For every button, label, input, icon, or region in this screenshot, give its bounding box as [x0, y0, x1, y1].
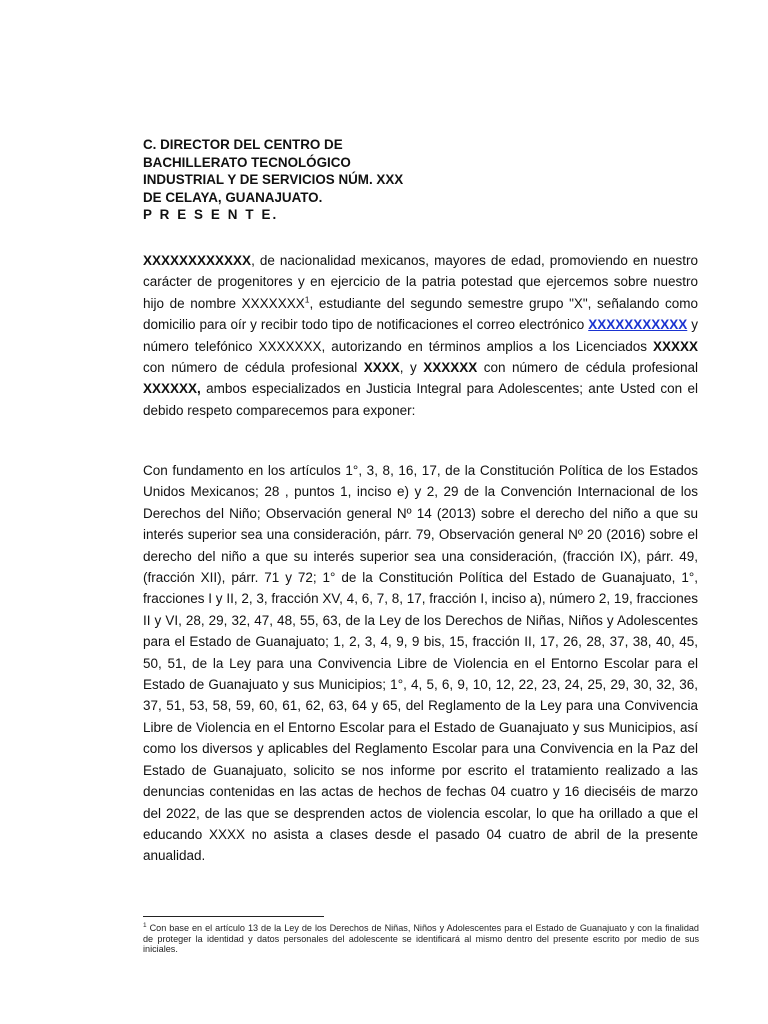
- text-run: , de nacionalidad mexicanos, mayores de edad, promoviendo en nuestro carácter de progenitores y en ejercicio de la patria potestad que ejercemos sobre nuestro hijo de nombre XXXXXXX: [143, 253, 698, 311]
- footnote-reference[interactable]: 1: [304, 294, 310, 305]
- footnote-marker: 1: [143, 922, 147, 929]
- text-run: , estudiante del segundo semestre grupo "X", señalando como domicilio para oír y recibir todo tipo de notificaciones el correo electrónico: [143, 295, 699, 333]
- intro-paragraph: [143, 250, 698, 421]
- text-run: con número de cédula profesional: [477, 360, 698, 376]
- text-run: , y: [399, 360, 424, 376]
- addressee-line: BACHILLERATO TECNOLÓGICO: [143, 154, 351, 170]
- footnote-text: Con base en el artículo 13 de la Ley de los Derechos de Niñas, Niños y Adolescentes para el Estado de Guanajuato y con la finalidad de proteger la identidad y datos personales del adolescente se identificará al mismo dentro del presente escrito por medio de sus iniciales.: [143, 923, 699, 955]
- text-run: y número telefónico XXXXXXX, autorizando en términos amplios a los Licenciados: [143, 317, 698, 354]
- addressee-line: C. DIRECTOR DEL CENTRO DE: [143, 137, 343, 152]
- addressee-line: INDUSTRIAL Y DE SERVICIOS NÚM. XXX: [143, 172, 404, 188]
- footnote: [143, 921, 699, 955]
- salutation: P R E S E N T E.: [143, 207, 279, 223]
- petitioner-names: XXXXXXXXXXXX: [143, 253, 252, 268]
- addressee-line: DE CELAYA, GUANAJUATO.: [143, 189, 323, 205]
- addressee-block: [143, 136, 563, 224]
- license-number-2: XXXXXX,: [143, 381, 201, 397]
- text-run: ambos especializados en Justicia Integral para Adolescentes; ante Usted con el debido respeto comparecemos para exponer:: [143, 381, 698, 418]
- text-run: con número de cédula profesional: [143, 360, 364, 376]
- lawyer-name-1: XXXXX: [652, 338, 698, 354]
- email-link[interactable]: XXXXXXXXXXX: [588, 317, 688, 333]
- legal-basis-paragraph: Con fundamento en los artículos 1°, 3, 8, 16, 17, de la Constitución Política de los Estados Unidos Mexicanos; 28 , puntos 1, inciso e) y 2, 29 de la Convención Internacional de los Derechos del Niño; Observación general Nº 14 (2013) sobre el derecho del niño a que su interés superior sea una consideración, párr. 79, Observación general Nº 20 (2016) sobre el derecho del niño a que su interés superior sea una consideración, (fracción IX), párr. 49, (fracción XII), párr. 71 y 72; 1° de la Constitución Política del Estado de Guanajuato, 1°, fracciones I y II, 2, 3, fracción XV, 4, 6, 7, 8, 17, fracción I, inciso a), número 2, 19, fracciones II y VI, 28, 29, 32, 47, 48, 55, 63, de la Ley de los Derechos de Niñas, Niños y Adolescentes para el Estado de Guanajuato; 1, 2, 3, 4, 9, 9 bis, 15, fracción II, 17, 26, 28, 37, 38, 40, 45, 50, 51, de la Ley para una Convivencia Libre de Violencia en el Entorno Escolar para el Estado de Guanajuato y sus Municipios; 1°, 4, 5, 6, 9, 10, 12, 22, 23, 24, 25, 29, 30, 32, 36, 37, 51, 53, 58, 59, 60, 61, 62, 63, 64 y 65, del Reglamento de la Ley para una Convivencia Libre de Violencia en el Entorno Escolar para el Estado de Guanajuato y sus Municipios, así como los diversos y aplicables del Reglamento Escolar para una Convivencia en la Paz del Estado de Guanajuato, solicito se nos informe por escrito el tratamiento realizado a las denuncias contenidas en las actas de hechos de fechas 04 cuatro y 16 dieciséis de marzo del 2022, de las que se desprenden actos de violencia escolar, lo que ha orillado a que el educando XXXX no asista a clases desde el pasado 04 cuatro de abril de la presente anualidad.: [143, 463, 698, 864]
- lawyer-name-2: XXXXXX: [423, 360, 478, 376]
- footnote-divider: [143, 916, 324, 917]
- license-number-1: XXXX: [363, 360, 400, 376]
